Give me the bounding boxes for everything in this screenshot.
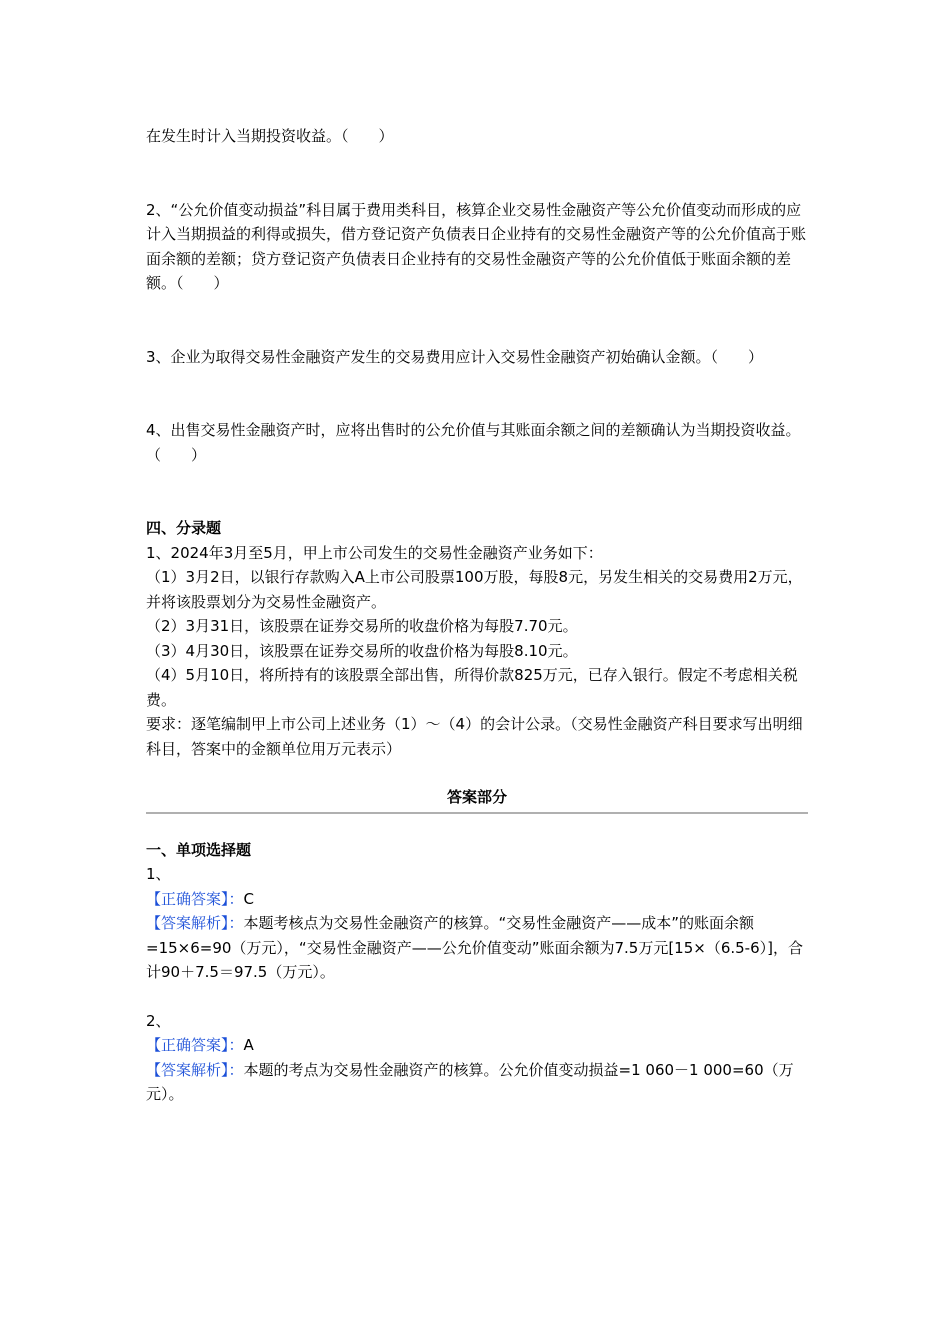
answer-2-correct (146, 1033, 808, 1058)
correct-answer-label: 【正确答案】： (146, 889, 244, 908)
section4-item-1: （1）3月2日，以银行存款购入A上市公司股票100万股，每股8元，另发生相关的交易费用2万元，并将该股票划分为交易性金融资产。 (146, 568, 803, 611)
section4-item-4: （4）5月10日，将所持有的该股票全部出售，所得价款825万元，已存入银行。假定不考虑相关税费。 (146, 666, 798, 709)
judgement-q4: 4、出售交易性金融资产时，应将出售时的公允价值与其账面余额之间的差额确认为当期投资收益。（ ） (146, 421, 801, 464)
answer-2-analysis (146, 1058, 808, 1107)
judgement-q2: 2、“公允价值变动损益”科目属于费用类科目，核算企业交易性金融资产等公允价值变动而形成的应计入当期损益的利得或损失，借方登记资产负债表日企业持有的交易性金融资产等的公允价值高于账面余额的差额；贷方登记资产负债表日企业持有的交易性金融资产等的公允价值低于账面余额的差额。（ ） (146, 200, 807, 292)
judgement-q1-tail: 在发生时计入当期投资收益。（ ） (146, 127, 394, 145)
answers-section1-title: 一、单项选择题 (146, 840, 252, 859)
answer-1-analysis (146, 911, 808, 985)
section4-item-2: （2）3月31日，该股票在证券交易所的收盘价格为每股7.70元。 (146, 617, 578, 635)
document-page (146, 124, 808, 1107)
answers-heading: 答案部分 (446, 788, 507, 806)
section4-item-3: （3）4月30日，该股票在证券交易所的收盘价格为每股8.10元。 (146, 641, 578, 660)
answer-1-value: C (243, 889, 254, 908)
answer-2-number: 2、 (146, 1011, 171, 1030)
correct-answer-label: 【正确答案】： (146, 1036, 244, 1054)
answer-1-correct (146, 887, 808, 912)
section4-requirement: 要求：逐笔编制甲上市公司上述业务（1）～（4）的会计公录。（交易性金融资产科目要求写出明细科目，答案中的金额单位用万元表示） (146, 715, 803, 758)
answer-2-analysis-text: 本题的考点为交易性金融资产的核算。公允价值变动损益=1 060－1 000=60（万元）。 (146, 1060, 794, 1103)
section4-title: 四、分录题 (146, 519, 222, 537)
analysis-label: 【答案解析】： (146, 914, 244, 932)
answer-2-value: A (243, 1036, 254, 1054)
analysis-label: 【答案解析】： (146, 1060, 244, 1079)
answer-1-analysis-text: 本题考核点为交易性金融资产的核算。“交易性金融资产——成本”的账面余额=15×6=90（万元），“交易性金融资产——公允价值变动”账面余额为7.5万元[15×（6.5-6）]，合计90＋7.5＝97.5（万元）。 (146, 914, 803, 981)
section4-intro: 1、2024年3月至5月，甲上市公司发生的交易性金融资产业务如下： (146, 543, 603, 562)
judgement-q3: 3、企业为取得交易性金融资产发生的交易费用应计入交易性金融资产初始确认金额。（ ） (146, 347, 764, 366)
answer-1-number: 1、 (146, 865, 171, 883)
